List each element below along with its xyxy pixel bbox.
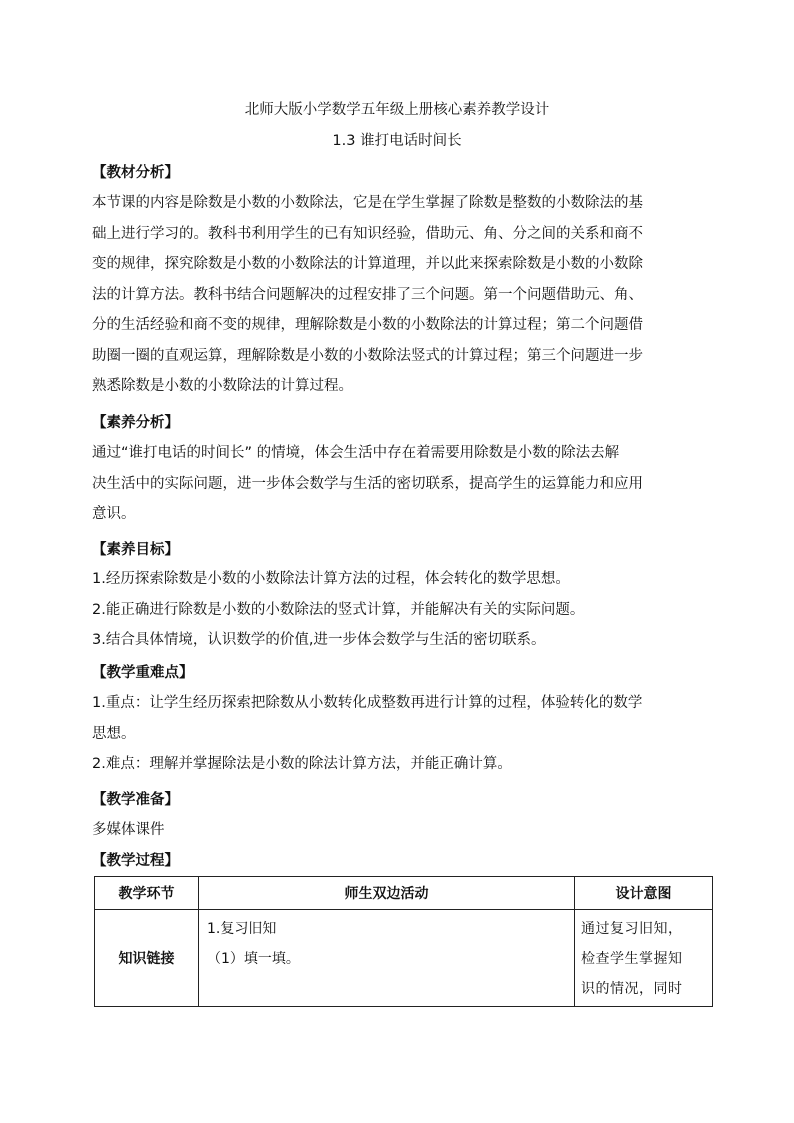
text-line: 思想。 bbox=[92, 725, 136, 742]
section-body-key-difficult-points bbox=[92, 688, 704, 780]
intent-line: 检查学生掌握知 bbox=[581, 951, 683, 967]
section-heading-textbook-analysis: 【教材分析】 bbox=[92, 165, 179, 181]
activity-line: 1.复习旧知 bbox=[207, 921, 277, 937]
text-line: 本节课的内容是除数是小数的小数除法，它是在学生掌握了除数是整数的小数除法的基 bbox=[92, 195, 643, 211]
column-header: 师生双边活动 bbox=[199, 877, 575, 910]
section-heading-teaching-process: 【教学过程】 bbox=[92, 853, 179, 869]
text-line: 2.难点：理解并掌握除法是小数的除法计算方法，并能正确计算。 bbox=[92, 756, 512, 772]
section-body-textbook-analysis bbox=[92, 188, 704, 402]
activity-line: （1）填一填。 bbox=[207, 951, 300, 967]
stage-cell: 知识链接 bbox=[95, 910, 199, 1007]
intent-line: 通过复习旧知， bbox=[581, 921, 683, 937]
section-heading-preparation: 【教学准备】 bbox=[92, 792, 179, 808]
text-line: 通过“谁打电话的时间长” 的情境，体会生活中存在着需要用除数是小数的除法去解 bbox=[92, 445, 620, 461]
text-line: 多媒体课件 bbox=[92, 822, 165, 838]
text-line: 础上进行学习的。教科书利用学生的已有知识经验，借助元、角、分之间的关系和商不 bbox=[92, 225, 643, 242]
text-line: 法的计算方法。教科书结合问题解决的过程安排了三个问题。第一个问题借助元、角、 bbox=[92, 286, 643, 303]
text-line: 意识。 bbox=[92, 506, 136, 522]
text-line: 1.经历探索除数是小数的小数除法计算方法的过程，体会转化的数学思想。 bbox=[92, 571, 570, 587]
section-body-literacy-goals bbox=[92, 564, 704, 656]
text-line: 1.重点：让学生经历探索把除数从小数转化成整数再进行计算的过程，体验转化的数学 bbox=[92, 695, 643, 711]
text-line: 3.结合具体情境，认识数学的价值,进一步体会数学与生活的密切联系。 bbox=[92, 632, 546, 648]
column-header: 教学环节 bbox=[95, 877, 199, 910]
section-heading-literacy-analysis: 【素养分析】 bbox=[92, 415, 179, 431]
text-line: 助圈一圈的直观运算，理解除数是小数的小数除法竖式的计算过程；第三个问题进一步 bbox=[92, 347, 643, 364]
teaching-process-table bbox=[94, 876, 713, 1007]
intent-line: 识的情况，同时 bbox=[581, 981, 683, 997]
document-title: 北师大版小学数学五年级上册核心素养教学设计 bbox=[244, 102, 550, 118]
table-header-row bbox=[95, 877, 713, 910]
lesson-title: 1.3 谁打电话时间长 bbox=[332, 133, 462, 149]
text-line: 2.能正确进行除数是小数的小数除法的竖式计算，并能解决有关的实际问题。 bbox=[92, 601, 585, 618]
section-heading-literacy-goals: 【素养目标】 bbox=[92, 542, 179, 558]
section-body-preparation bbox=[92, 815, 704, 846]
text-line: 分的生活经验和商不变的规律，理解除数是小数的小数除法的计算过程；第二个问题借 bbox=[92, 317, 643, 333]
section-body-literacy-analysis bbox=[92, 438, 704, 530]
column-header: 设计意图 bbox=[575, 877, 713, 910]
text-line: 熟悉除数是小数的小数除法的计算过程。 bbox=[92, 378, 353, 394]
activity-cell bbox=[199, 910, 575, 1007]
text-line: 变的规律，探究除数是小数的小数除法的计算道理，并以此来探索除数是小数的小数除 bbox=[92, 256, 643, 272]
intent-cell bbox=[575, 910, 713, 1007]
table-row bbox=[95, 910, 713, 1007]
section-heading-key-difficult-points: 【教学重难点】 bbox=[92, 665, 194, 681]
text-line: 决生活中的实际问题，进一步体会数学与生活的密切联系，提高学生的运算能力和应用 bbox=[92, 475, 643, 492]
